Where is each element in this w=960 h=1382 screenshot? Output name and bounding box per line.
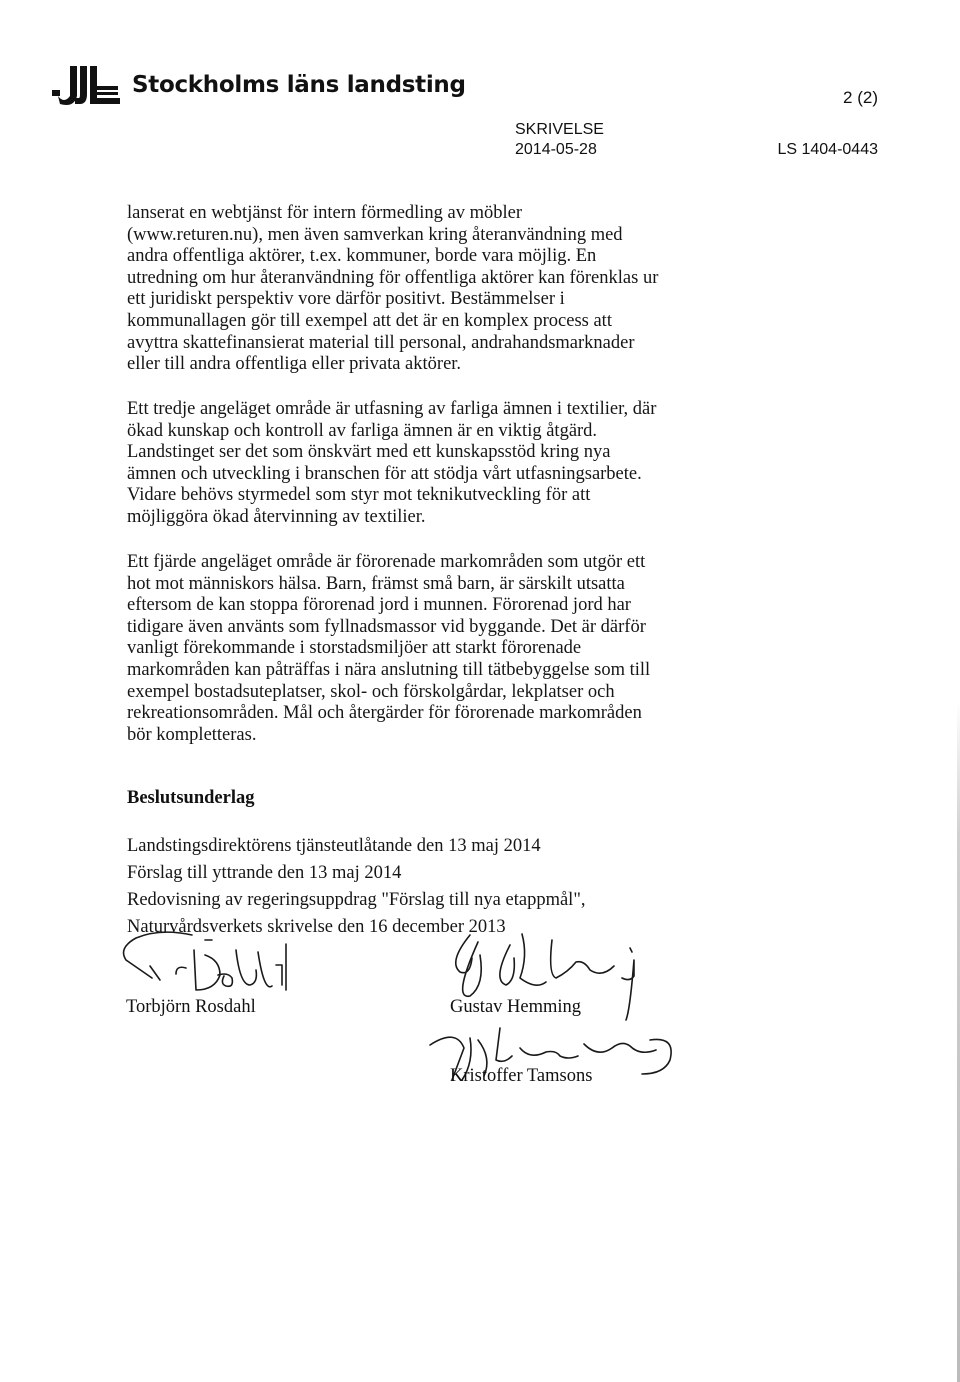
text-line: ett juridiskt perspektiv vore därför positivt. Bestämmelser i xyxy=(127,289,565,310)
text-line: lanserat en webtjänst för intern förmedling av möbler xyxy=(127,203,523,223)
text-line: Vidare behövs styrmedel som styr mot teknikutveckling för att xyxy=(127,485,591,506)
text-line: möjliggöra ökad återvinning av textilier. xyxy=(127,506,426,527)
list-item: Landstingsdirektörens tjänsteutlåtande den 13 maj 2014 xyxy=(127,836,541,856)
text-line: Ett tredje angeläget område är utfasning av farliga ämnen i textilier, där xyxy=(127,399,657,419)
text-line: markområden kan påträffas i nära anslutning till tätbebyggelse som till xyxy=(127,659,651,680)
text-line: eller till andra offentliga eller privata aktörer. xyxy=(127,354,462,375)
text-line: (www.returen.nu), men även samverkan kring återanvändning med xyxy=(127,224,623,245)
text-line: tidigare även använts som fyllnadsmassor vid byggande. Det är därför xyxy=(127,616,646,637)
organization-name: Stockholms läns landsting xyxy=(132,72,466,98)
sll-logo-icon xyxy=(50,60,122,108)
page-number: 2 (2) xyxy=(843,88,878,107)
body-paragraph xyxy=(127,203,767,376)
decision-basis-list xyxy=(127,833,586,941)
text-line: kommunallagen gör till exempel att det är en komplex process att xyxy=(127,310,612,331)
text-line: Ett fjärde angeläget område är förorenade markområden som utgör ett xyxy=(127,552,646,572)
text-line: bör kompletteras. xyxy=(127,724,257,745)
text-line: rekreationsområden. Mål och återgärder för förorenade markområden xyxy=(127,703,642,724)
text-line: Landstinget ser det som önskvärt med ett kunskapsstöd kring nya xyxy=(127,442,611,463)
text-line: vanligt förekommande i storstadsmiljöer att starkt förorenade xyxy=(127,638,582,659)
text-line: andra offentliga aktörer, t.ex. kommuner, borde vara möjlig. En xyxy=(127,246,597,267)
document-date: 2014-05-28 xyxy=(515,141,597,158)
text-line: ämnen och utveckling i branschen för att stödja vårt utfasningsarbete. xyxy=(127,463,642,484)
document-type: SKRIVELSE xyxy=(515,121,604,138)
section-heading: Beslutsunderlag xyxy=(127,788,255,808)
list-item: Redovisning av regeringsuppdrag "Förslag till nya etappmål", xyxy=(127,890,586,910)
list-item: Förslag till yttrande den 13 maj 2014 xyxy=(127,863,402,883)
signatory-name: Gustav Hemming xyxy=(450,997,582,1017)
signatory-name: Torbjörn Rosdahl xyxy=(126,997,256,1017)
text-line: hot mot människors hälsa. Barn, främst små barn, är särskilt utsatta xyxy=(127,573,625,594)
body-paragraph xyxy=(127,399,767,529)
text-line: utredning om hur återanvändning för offentliga aktörer kan förenklas ur xyxy=(127,267,659,288)
text-line: ökad kunskap och kontroll av farliga ämnen är en viktig åtgärd. xyxy=(127,420,598,441)
text-line: eftersom de kan stoppa förorenad jord i munnen. Förorenad jord har xyxy=(127,595,631,616)
text-line: exempel bostadsuteplatser, skol- och förskolgårdar, lekplatser och xyxy=(127,681,615,702)
body-paragraph xyxy=(127,552,767,746)
list-item: Naturvårdsverkets skrivelse den 16 december 2013 xyxy=(127,917,506,937)
document-reference: LS 1404-0443 xyxy=(777,141,878,158)
signatory-name: Kristoffer Tamsons xyxy=(450,1066,593,1086)
text-line: avyttra skattefinansierat material till personal, andrahandsmarknader xyxy=(127,332,635,353)
